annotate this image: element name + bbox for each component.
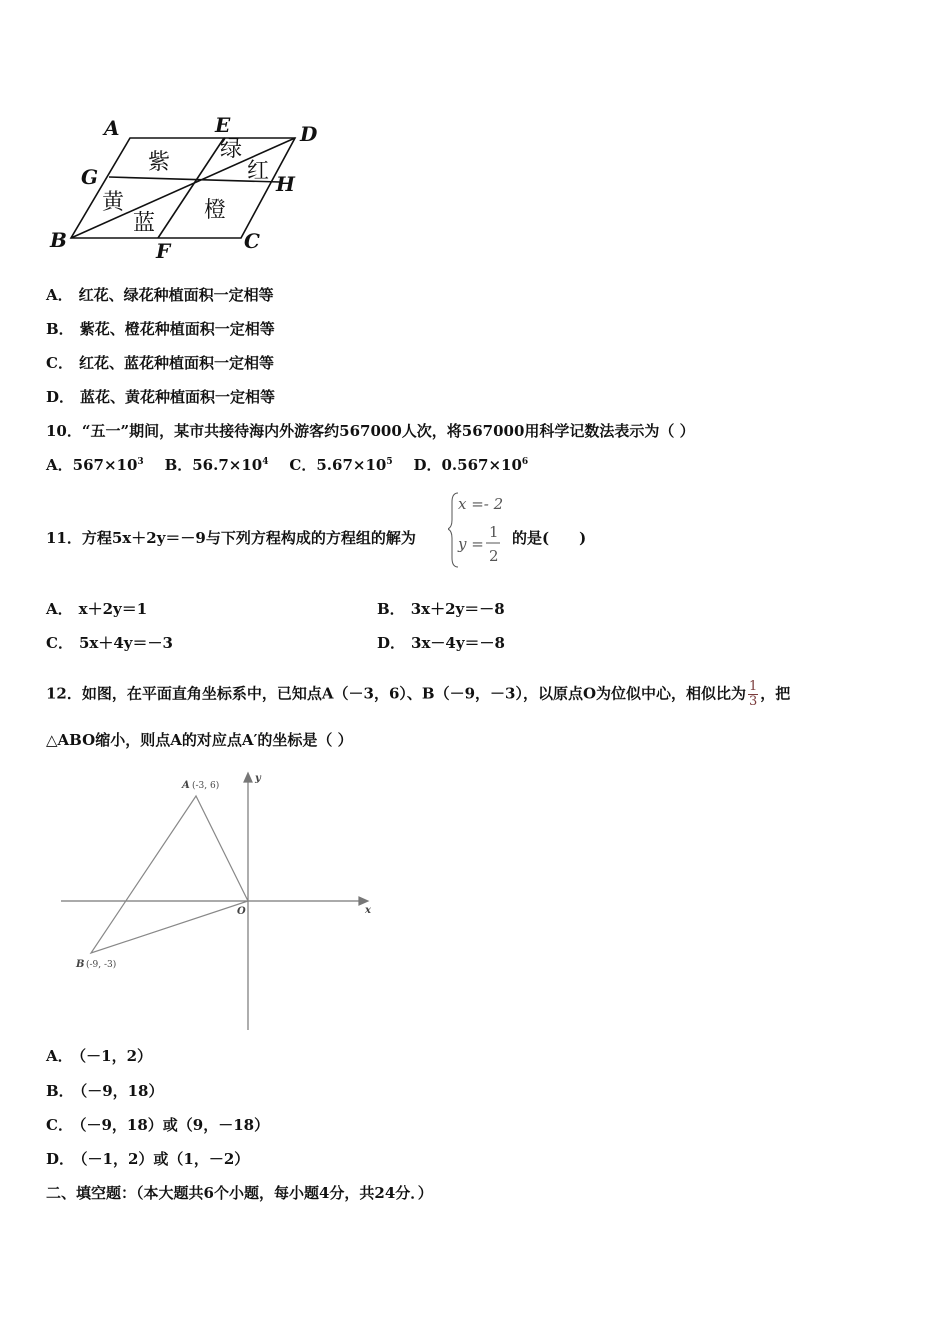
q11-option-c: C． 5x＋4y＝－3 (46, 634, 173, 652)
x-axis-label: x (365, 905, 371, 916)
q11-equation: 5x＋2y＝－9 (111, 529, 206, 547)
q12-option-b: B． （－9，18） (46, 1082, 164, 1100)
vertex-a: A (104, 116, 120, 140)
q9-option-a: A． 红花、绿花种植面积一定相等 (46, 286, 274, 304)
system-y-eq: y = (458, 535, 484, 553)
region-yellow: 黄 (102, 190, 125, 215)
vertex-e: E (215, 113, 231, 137)
q10-option-a: A．$567\times 10^3$ (46, 456, 144, 474)
point-b-coord: (-9, -3) (86, 960, 117, 970)
point-a-coord: (-3, 6) (192, 781, 220, 791)
triangle-abo (91, 796, 248, 953)
q11-stem-suffix: 的是( ) (512, 529, 587, 547)
vertex-c: C (244, 229, 260, 253)
q10-options (46, 455, 528, 475)
q11-option-d: D． 3x－4y＝－8 (377, 634, 505, 652)
q12-stem-line2: △ABO缩小，则点A的对应点A′的坐标是（ ） (46, 731, 353, 749)
section2-heading: 二、填空题：（本大题共6个小题，每小题4分，共24分．） (46, 1184, 433, 1202)
q10-stem: 10．“五一”期间，某市共接待海内外游客约567000人次，将567000用科学记数法表示为（ ） (46, 422, 695, 440)
q11-stem: 11．方程5x＋2y＝－9与下列方程构成的方程组的解为 (46, 529, 416, 547)
parallelogram-figure (44, 112, 334, 264)
y-axis-label: y (255, 773, 261, 784)
q10-option-d: D．$0.567\times 10^6$ (413, 456, 529, 474)
q12-ratio-fraction: $\frac{1}{3}$ (749, 679, 758, 709)
region-purple: 紫 (148, 150, 171, 175)
q10-option-c: C．$5.67\times 10^5$ (289, 456, 393, 474)
q12-option-c: C． （－9，18）或（9，－18） (46, 1116, 270, 1134)
region-red: 红 (247, 159, 270, 184)
vertex-g: G (81, 165, 99, 189)
region-blue: 蓝 (133, 211, 156, 236)
q9-option-c: C． 红花、蓝花种植面积一定相等 (46, 354, 274, 372)
vertex-b: B (50, 228, 67, 252)
q9-option-b: B． 紫花、橙花种植面积一定相等 (46, 320, 275, 338)
system-brace (448, 493, 458, 567)
y-axis-arrow (244, 773, 252, 782)
x-axis-arrow (359, 897, 368, 905)
q9-option-d: D． 蓝花、黄花种植面积一定相等 (46, 388, 276, 406)
region-orange: 橙 (204, 198, 227, 223)
q11-option-a: A． x＋2y＝1 (46, 600, 148, 618)
q12-option-a: A． （－1，2） (46, 1047, 153, 1065)
point-b-label: B (76, 959, 85, 970)
q11-equation-system (448, 490, 518, 570)
q12-stem-line1: 12．如图，在平面直角坐标系中，已知点A（－3，6）、B（－9，－3），以原点O为位似中心，相似比为 $\frac{1}{3}$ ，把 (46, 679, 791, 709)
vertex-f: F (156, 239, 171, 263)
system-x-eq: x =- 2 (458, 495, 504, 513)
vertex-h: H (276, 172, 295, 196)
system-frac-num: 1 (489, 523, 499, 541)
point-a-label: A (182, 780, 190, 791)
diagonal-bd (71, 138, 295, 238)
q12-coordinate-graph (56, 768, 386, 1038)
q10-option-b: B．$56.7\times 10^4$ (164, 456, 269, 474)
q12-option-d: D． （－1，2）或（1，－2） (46, 1150, 250, 1168)
system-frac-den: 2 (489, 547, 499, 565)
vertex-d: D (300, 122, 318, 146)
region-green: 绿 (220, 137, 243, 162)
origin-label: O (237, 906, 246, 917)
q11-option-b: B． 3x＋2y＝－8 (377, 600, 505, 618)
